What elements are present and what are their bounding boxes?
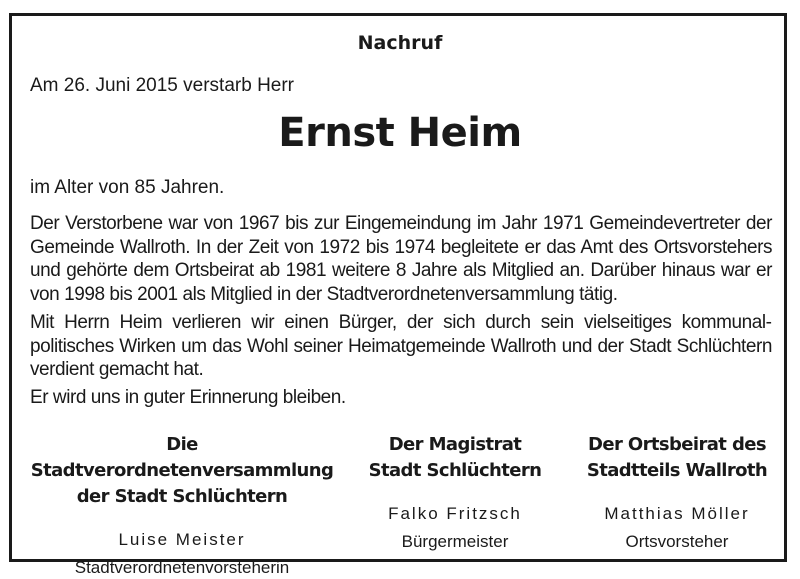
- signatory-city-council: [22, 432, 342, 579]
- signatory-magistrate: [352, 432, 558, 553]
- signatory-org-line2: Stadtteils Wallroth: [586, 460, 768, 481]
- signatory-org-line2: der Stadt Schlüchtern: [76, 486, 288, 507]
- intro-text: Am 26. Juni 2015 verstarb Herr: [30, 75, 295, 96]
- signatory-person: Luise Meister: [118, 530, 246, 549]
- signatory-org-line2: Stadt Schlüchtern: [368, 460, 542, 481]
- tribute-paragraph: Mit Herrn Heim verlieren wir einen Bürger, der sich durch sein vielseitiges kommunalpolitisches Wirken um das Wohl seiner Heimatgemeinde Wallroth und der Stadt Schlüchtern verdient gemacht hat.: [30, 312, 772, 380]
- signatory-role: Stadtverordnetenvorsteherin: [74, 558, 290, 577]
- closing-paragraph: Er wird uns in guter Erinnerung bleiben.: [30, 387, 346, 408]
- signatory-role: Ortsvorsteher: [625, 532, 729, 551]
- notice-heading: Nachruf: [357, 32, 443, 54]
- signatory-org-line1: Der Ortsbeirat des: [588, 434, 766, 455]
- signatory-org-line1: Der Magistrat: [388, 434, 522, 455]
- signatory-person: Matthias Möller: [604, 504, 750, 523]
- signatory-role: Bürgermeister: [401, 532, 509, 551]
- biography-paragraph: Der Verstorbene war von 1967 bis zur Eingemeindung im Jahr 1971 Gemeindevertreter der Gemeinde Wallroth. In der Zeit von 1972 bis 1974 begleitete er das Amt des Ortsvorstehers und gehörte dem Ortsbeirat ab 1981 weitere 8 Jahre als Mitglied an. Darüber hinaus war er von 1998 bis 2001 als Mitglied in der Stadtverordnetenversammlung tätig.: [30, 213, 772, 305]
- signatory-org-line1: Die Stadtverordnetenversammlung: [30, 434, 334, 481]
- signatory-person: Falko Fritzsch: [388, 504, 522, 523]
- signatory-local-council: [564, 432, 790, 553]
- deceased-name: Ernst Heim: [278, 110, 522, 156]
- age-text: im Alter von 85 Jahren.: [30, 177, 225, 198]
